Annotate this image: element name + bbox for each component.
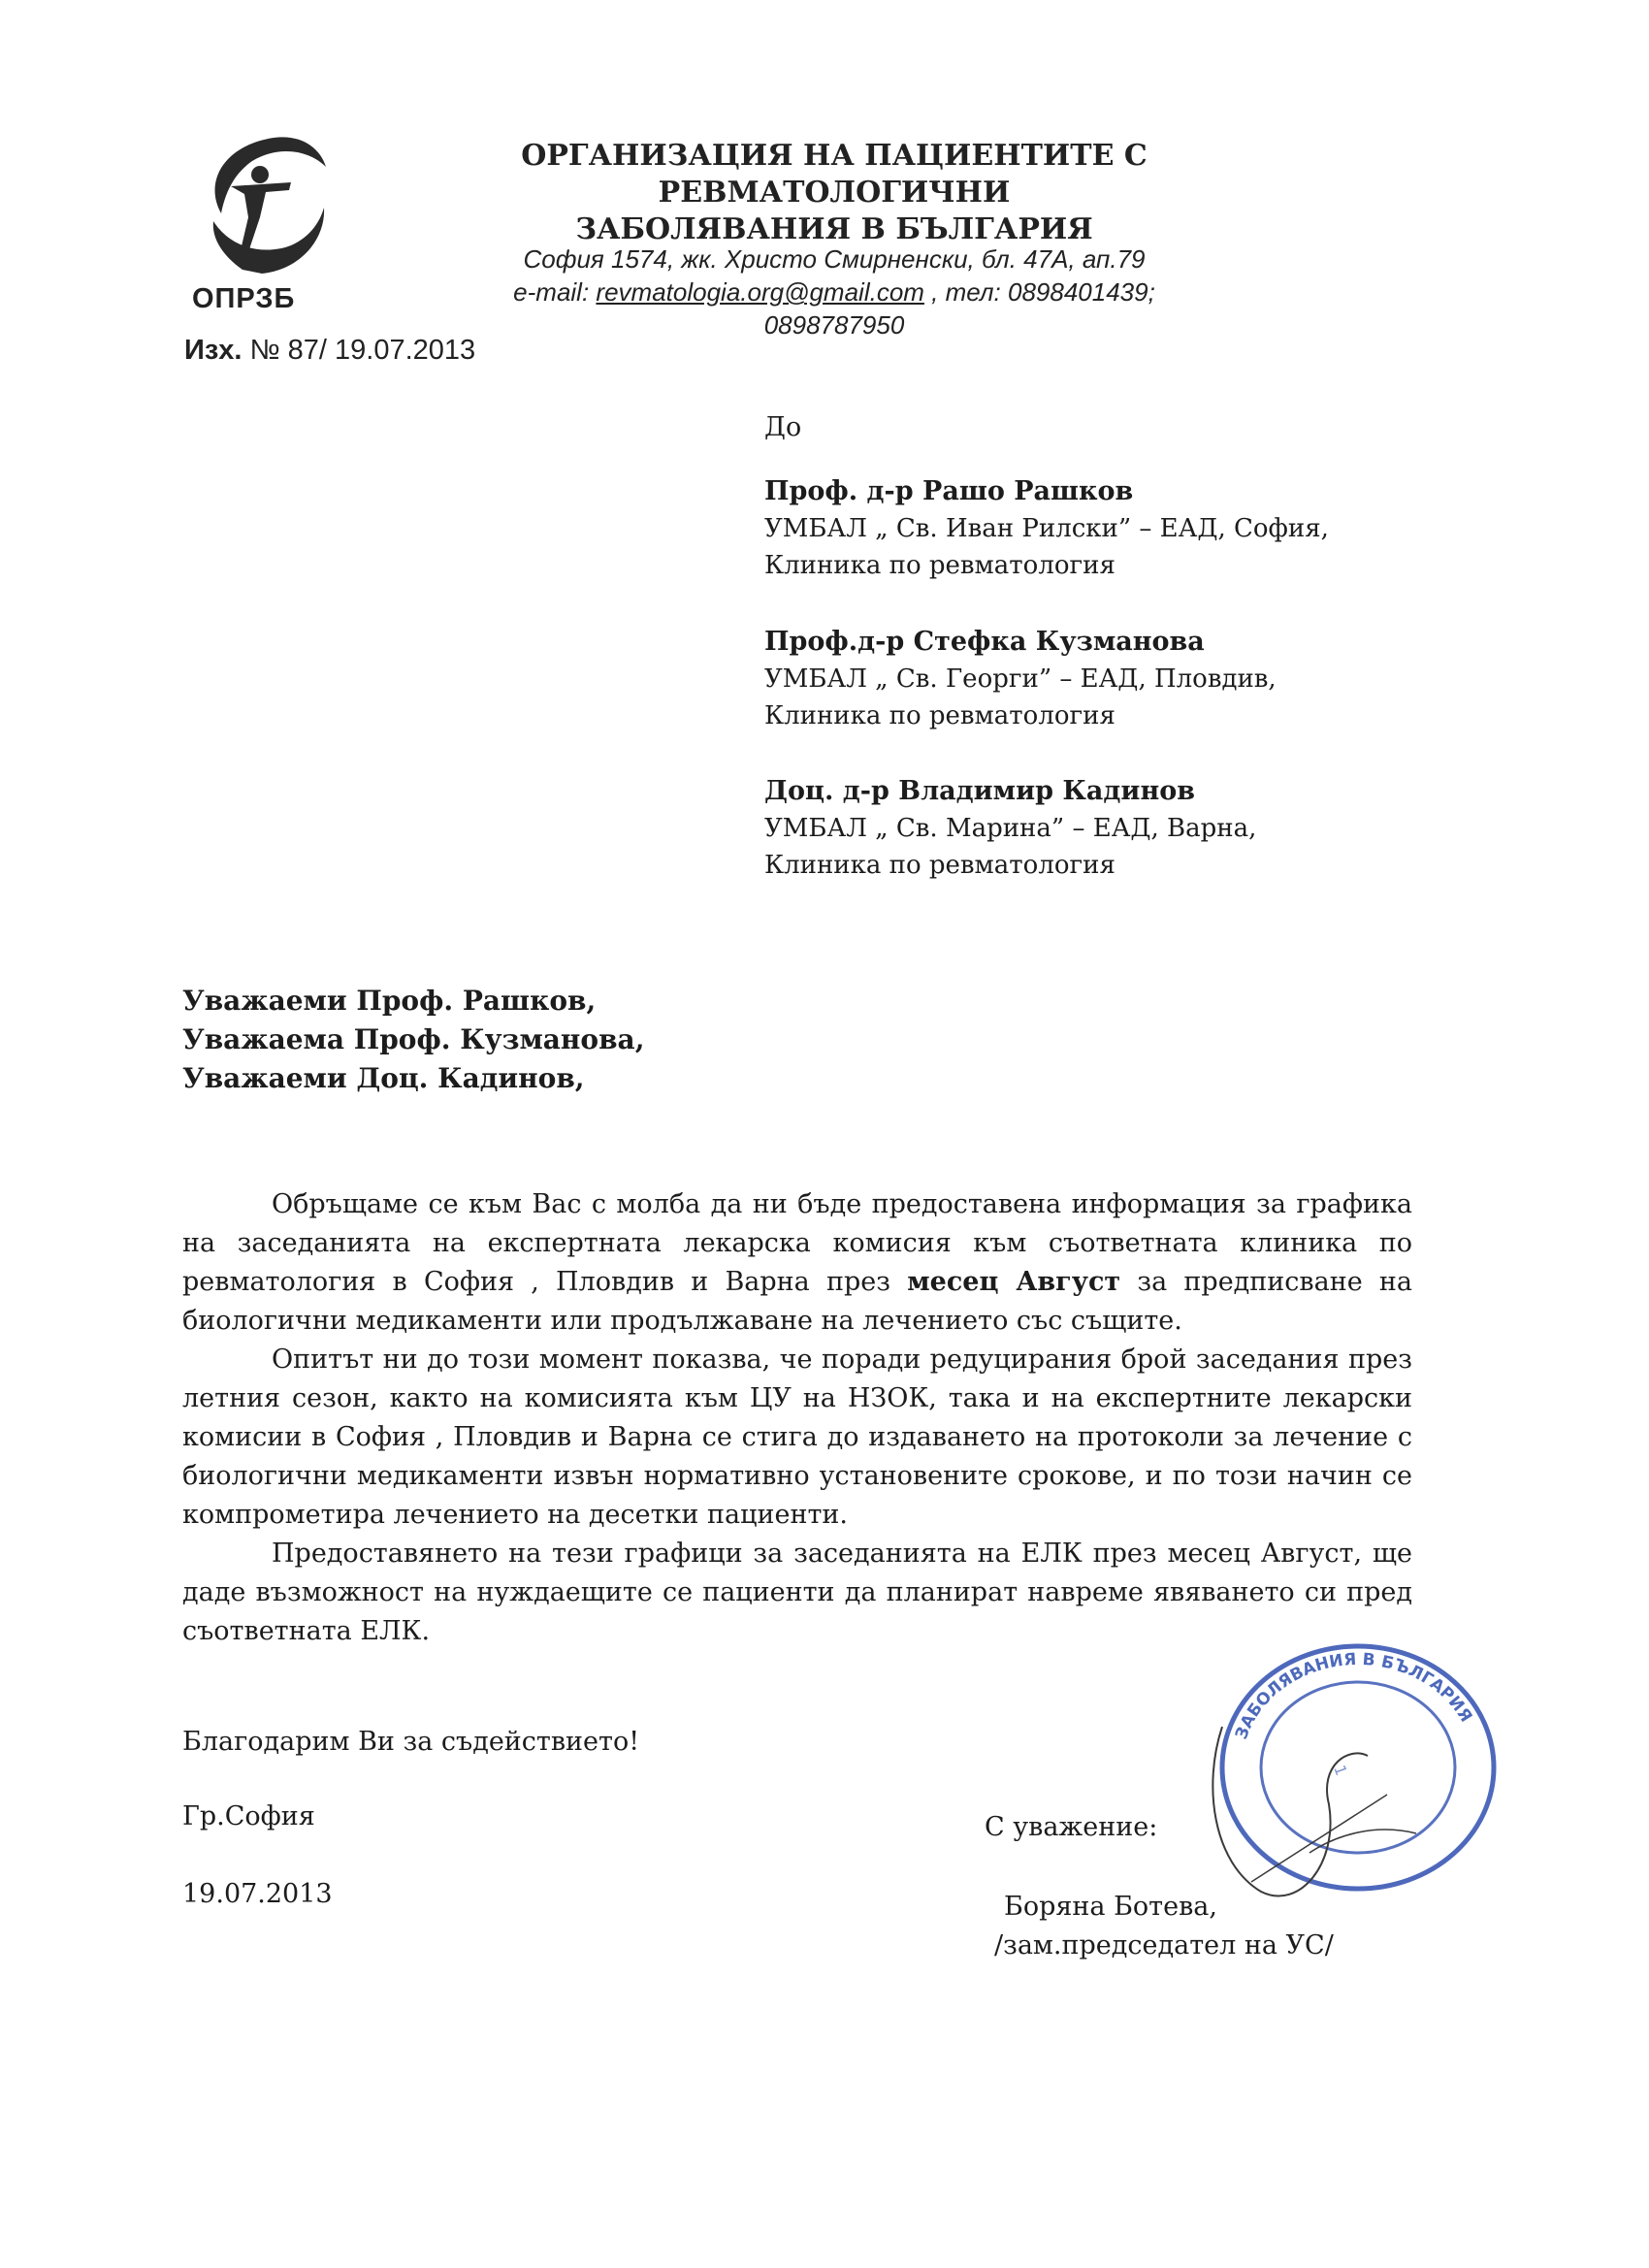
phone-numbers: , тел: 0898401439; 0898787950 bbox=[763, 277, 1155, 340]
letter-body bbox=[182, 1185, 1412, 1651]
organization-contacts bbox=[456, 243, 1212, 341]
signer-name: Боряна Ботева, bbox=[1004, 1892, 1217, 1922]
recipient-block bbox=[764, 624, 1463, 734]
recipient-name: Проф.д-р Стефка Кузманова bbox=[764, 627, 1205, 657]
recipient-block bbox=[764, 473, 1463, 584]
organization-name-line1: ОРГАНИЗАЦИЯ НА ПАЦИЕНТИТЕ С РЕВМАТОЛОГИЧНИ bbox=[521, 139, 1148, 210]
svg-text:1: 1 bbox=[1330, 1762, 1351, 1778]
email-link[interactable]: revmatologia.org@gmail.com bbox=[596, 277, 924, 307]
body-bold-text: месец Август bbox=[907, 1267, 1121, 1297]
recipient-hospital: УМБАЛ „ Св. Иван Рилски” – ЕАД, София, bbox=[764, 514, 1329, 543]
recipient-hospital: УМБАЛ „ Св. Марина” – ЕАД, Варна, bbox=[764, 814, 1257, 843]
stamp-text: ЗАБОЛЯВАНИЯ В БЪЛГАРИЯ bbox=[1232, 1649, 1476, 1742]
body-paragraph bbox=[182, 1185, 1412, 1341]
salutation-line: Уважаеми Доц. Кадинов, bbox=[182, 1062, 585, 1094]
recipient-name: Проф. д-р Рашо Рашков bbox=[764, 476, 1134, 506]
outgoing-number bbox=[184, 335, 475, 367]
recipient-hospital: УМБАЛ „ Св. Георги” – ЕАД, Пловдив, bbox=[764, 664, 1277, 694]
place-line: Гр.София bbox=[182, 1801, 315, 1831]
organization-name bbox=[369, 138, 1300, 248]
organization-logo-icon bbox=[184, 124, 330, 279]
thanks-line: Благодарим Ви за съдействието! bbox=[182, 1727, 640, 1757]
recipients-to-label: До bbox=[764, 412, 802, 442]
salutation bbox=[182, 982, 644, 1098]
salutation-line: Уважаема Проф. Кузманова, bbox=[182, 1023, 645, 1055]
outgoing-value: № 87/ 19.07.2013 bbox=[242, 335, 476, 366]
organization-abbreviation: ОПРЗБ bbox=[192, 283, 296, 314]
date-line: 19.07.2013 bbox=[182, 1879, 333, 1909]
body-text-part: за предписване на биологични медикаменти или продължаване на лечението със същите. bbox=[182, 1267, 1412, 1336]
body-paragraph: Предоставянето на тези графици за заседанията на ЕЛК през месец Август, ще даде възможност на нуждаещите се пациенти да планират навреме явяването си пред съответната ЕЛК. bbox=[182, 1539, 1412, 1646]
salutation-line: Уважаеми Проф. Рашков, bbox=[182, 985, 597, 1017]
recipient-department: Клиника по ревматология bbox=[764, 851, 1116, 880]
recipient-block bbox=[764, 773, 1463, 884]
body-text-part: Обръщаме се към Вас с молба да ни бъде предоставена информация за графика на заседанията на експертната лекарска комисия към съответната клиника по ревматология в София , Пловдив и Варна през bbox=[182, 1189, 1412, 1297]
organization-email-phone bbox=[456, 275, 1212, 341]
email-label: e-mail: bbox=[513, 277, 597, 307]
signer-position: /зам.председател на УС/ bbox=[994, 1930, 1334, 1960]
recipient-name: Доц. д-р Владимир Кадинов bbox=[764, 776, 1195, 806]
regards-line: С уважение: bbox=[985, 1812, 1158, 1842]
handwritten-signature-icon bbox=[1193, 1688, 1445, 1930]
body-paragraph: Опитът ни до този момент показва, че поради редуцирания брой заседания през летния сезон, както на комисията към ЦУ на НЗОК, така и на експертните лекарски комисии в София , Пловдив и Варна се стига до издаването на протоколи за лечение с биологични медикаменти извън нормативно установените срокове, и по този начин се компрометира лечението на десетки пациенти. bbox=[182, 1345, 1412, 1530]
organization-name-line2: ЗАБОЛЯВАНИЯ В БЪЛГАРИЯ bbox=[575, 212, 1093, 246]
recipient-department: Клиника по ревматология bbox=[764, 551, 1116, 580]
organization-address: София 1574, жк. Христо Смирненски, бл. 47А, ап.79 bbox=[523, 244, 1146, 274]
outgoing-label: Изх. bbox=[184, 335, 242, 366]
recipient-department: Клиника по ревматология bbox=[764, 701, 1116, 730]
